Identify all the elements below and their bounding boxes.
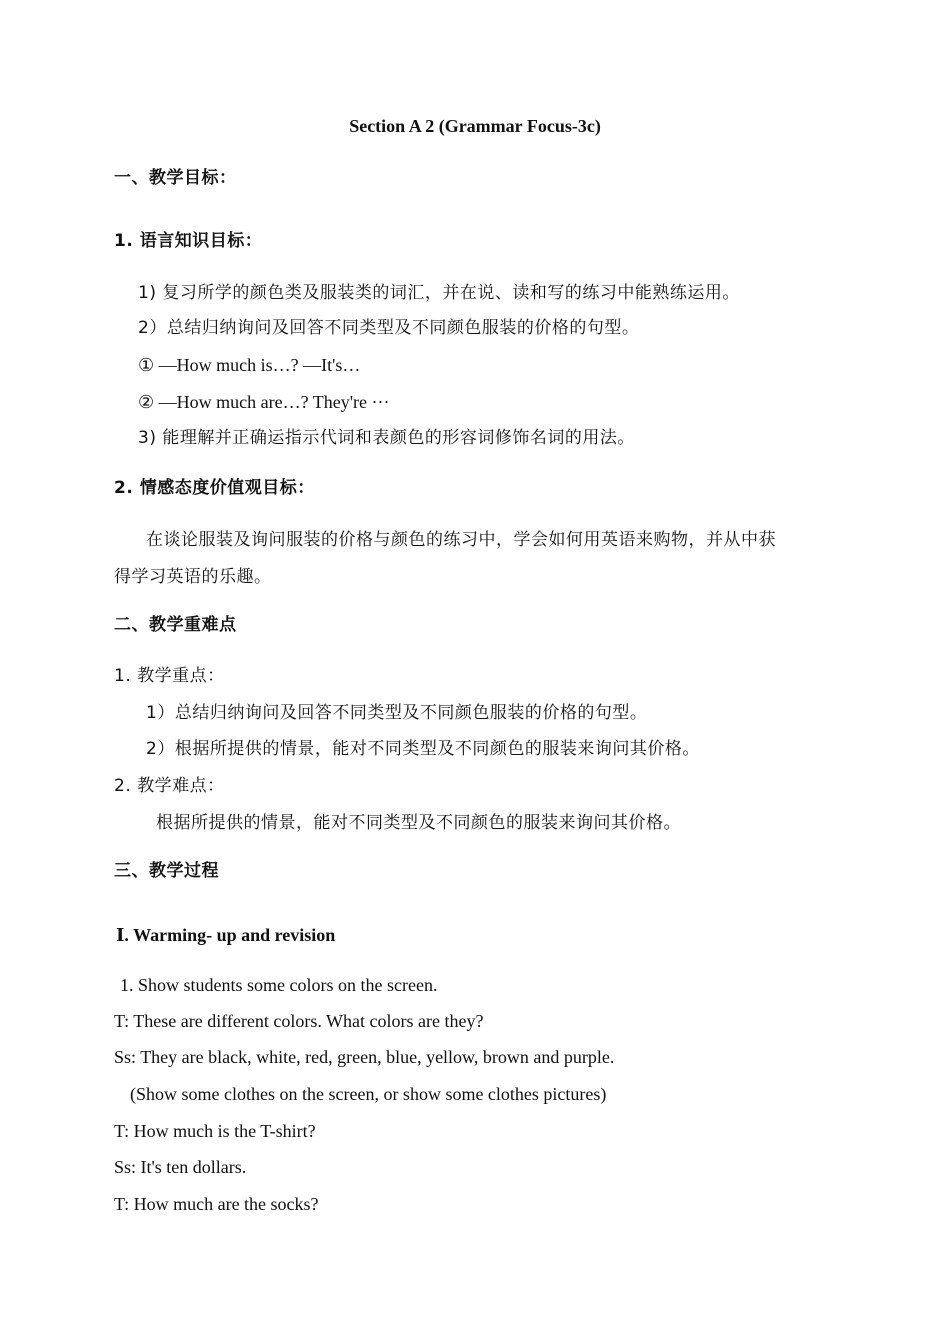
key-point-item-2: 2）根据所提供的情景，能对不同类型及不同颜色的服装来询问其价格。 (146, 739, 700, 759)
emotional-goal-paragraph-line-1: 在谈论服装及询问服装的价格与颜色的练习中，学会如何用英语来购物，并从中获 (146, 530, 776, 550)
process-line-3: Ss: They are black, white, red, green, blue, yellow, brown and purple. (114, 1047, 615, 1067)
process-line-7: T: How much are the socks? (114, 1194, 319, 1214)
part-heading-warming-up: Ⅰ. Warming- up and revision (116, 925, 336, 945)
difficult-points-heading: 2. 教学难点： (114, 776, 225, 796)
sentence-pattern-1: ① —How much is…? —It's… (138, 355, 361, 375)
objective-item-1: 1) 复习所学的颜色类及服装类的词汇，并在说、读和写的练习中能熟练运用。 (138, 283, 740, 303)
sentence-pattern-2: ② —How much are…? They're ··· (138, 392, 390, 412)
difficult-point-item: 根据所提供的情景，能对不同类型及不同颜色的服装来询问其价格。 (156, 813, 681, 833)
process-line-2: T: These are different colors. What colors are they? (114, 1011, 484, 1031)
process-line-1: 1. Show students some colors on the screen. (120, 975, 438, 995)
subheading-emotional-goals: 2. 情感态度价值观目标： (114, 478, 315, 498)
key-point-item-1: 1）总结归纳询问及回答不同类型及不同颜色服装的价格的句型。 (146, 703, 648, 723)
emotional-goal-paragraph-line-2: 得学习英语的乐趣。 (114, 567, 272, 587)
process-line-4: (Show some clothes on the screen, or show some clothes pictures) (130, 1084, 607, 1104)
document-title: Section A 2 (Grammar Focus-3c) (349, 116, 601, 136)
section-heading-process: 三、教学过程 (114, 861, 219, 881)
objective-item-2: 2）总结归纳询问及回答不同类型及不同颜色服装的价格的句型。 (138, 318, 640, 338)
section-heading-key-points: 二、教学重难点 (114, 615, 237, 635)
key-points-heading: 1. 教学重点： (114, 666, 225, 686)
process-line-6: Ss: It's ten dollars. (114, 1157, 247, 1177)
process-line-5: T: How much is the T-shirt? (114, 1121, 316, 1141)
subheading-language-knowledge: 1. 语言知识目标： (114, 231, 263, 251)
objective-item-3: 3) 能理解并正确运指示代词和表颜色的形容词修饰名词的用法。 (138, 428, 635, 448)
section-heading-objectives: 一、教学目标： (114, 168, 237, 188)
